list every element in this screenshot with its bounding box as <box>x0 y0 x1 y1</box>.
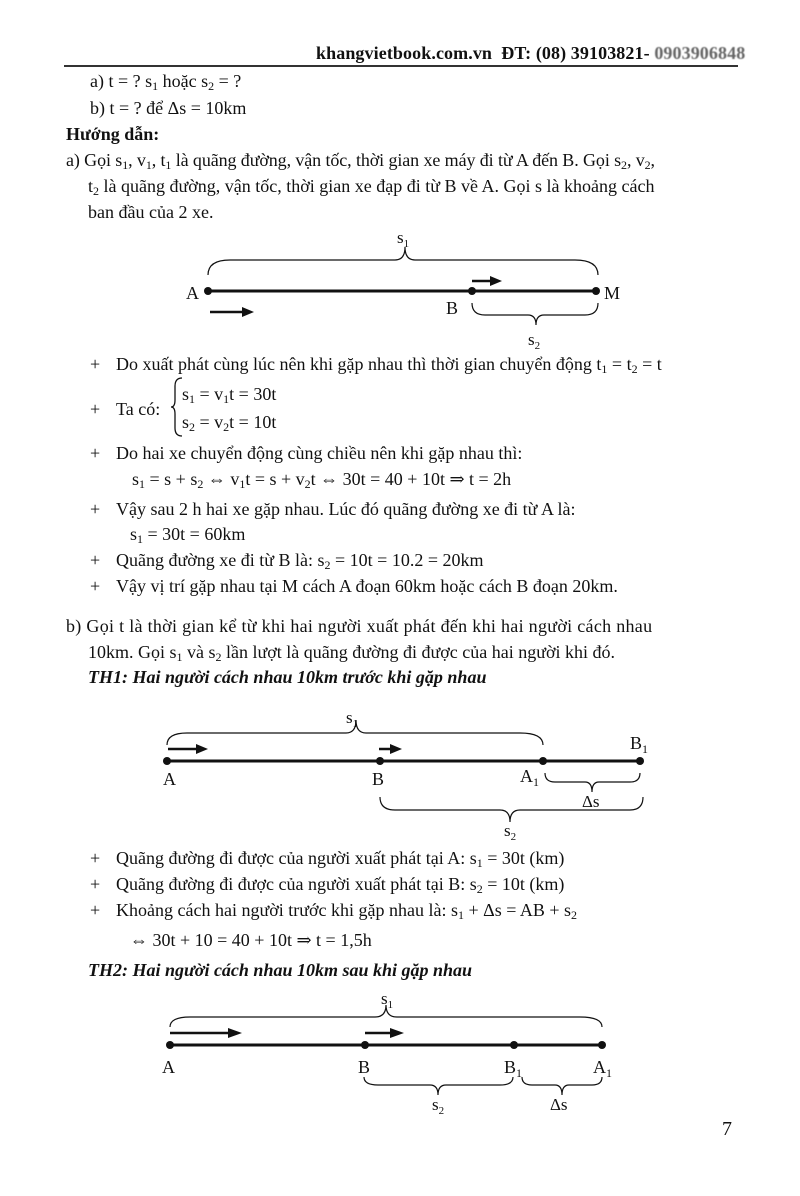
sub: 2 <box>476 882 483 896</box>
th2-brace-top <box>170 1005 602 1027</box>
sub: 1 <box>137 532 144 546</box>
sub: 1 <box>457 908 464 922</box>
header-phone: ĐT: (08) 39103821- <box>501 43 650 63</box>
arrow-right-icon <box>379 744 402 754</box>
th2-point-b1 <box>510 1041 518 1049</box>
diagram1-point-m <box>592 287 600 295</box>
sub: 2 <box>571 908 578 922</box>
th1-label-s2: $s_2$ <box>504 821 517 843</box>
diagram1-point-b <box>468 287 476 295</box>
sub: 2 <box>621 158 627 172</box>
sub: 1 <box>145 158 152 172</box>
t: = t <box>607 354 632 374</box>
th2-point-a <box>166 1041 174 1049</box>
th1-label-a: A <box>163 769 176 789</box>
th1-label-b: B <box>372 769 385 789</box>
t: Vậy sau 2 h hai xe gặp nhau. Lúc đó quãng đường xe đi từ A là: <box>116 499 576 519</box>
th1-label-b1: $B_1$ <box>630 733 649 756</box>
qa-text3: = ? <box>214 71 242 91</box>
th2-label-ds: Δs <box>550 1095 568 1114</box>
question-b: b) t = ? để Δs = 10km <box>90 98 247 118</box>
t: ⇔ v <box>203 469 240 489</box>
plus-bullet: + <box>90 443 101 463</box>
sub: 2 <box>215 650 222 664</box>
sub: 2 <box>304 477 311 491</box>
t: Vậy vị trí gặp nhau tại M cách A đoạn 60km hoặc cách B đoạn 20km. <box>116 576 618 596</box>
diagram1-brace-top <box>208 247 598 275</box>
th2-label-b: B <box>358 1057 371 1077</box>
sub: 2 <box>223 420 230 434</box>
diagram1-label-a: A <box>186 283 199 303</box>
th1-eq: ⇔ 30t + 10 = 40 + 10t ⇒ t = 1,5h <box>130 930 372 950</box>
sub: 1 <box>165 158 172 172</box>
t: , v <box>128 150 146 170</box>
header-mobile: 0903906848 <box>654 43 746 63</box>
plus-bullet: + <box>90 874 101 894</box>
t: = v <box>195 384 224 404</box>
sub: 1 <box>223 392 230 406</box>
t: = 30t = 60km <box>143 524 246 544</box>
th1-title: TH1: Hai người cách nhau 10km trước khi gặp nhau <box>88 667 487 687</box>
t: = t <box>637 354 662 374</box>
th1-point-a <box>163 757 171 765</box>
t: + Δs = AB + s <box>463 900 572 920</box>
diagram1-label-s1: $s_1$ <box>397 228 410 250</box>
part-a-intro-line3: ban đầu của 2 xe. <box>88 202 214 222</box>
t: t ⇔ 30t = 40 + 10t ⇒ t = 2h <box>310 469 512 489</box>
arrow-right-icon <box>168 744 208 754</box>
diagram1-label-m: M <box>604 283 621 303</box>
th1-label-s1: $s_1$ <box>346 708 359 730</box>
t: , v <box>626 150 645 170</box>
t: a) Gọi s <box>66 150 123 170</box>
qa-sub1: 1 <box>152 79 159 93</box>
sub: 1 <box>176 650 183 664</box>
t: = 10t = 10.2 = 20km <box>330 550 484 570</box>
t: , t <box>151 150 166 170</box>
th1-bullet-1 <box>90 846 564 870</box>
plus-bullet: + <box>90 550 101 570</box>
th2-label-a: A <box>162 1057 175 1077</box>
t: lần lượt là quãng đường đi được của hai người khi đó. <box>221 642 616 662</box>
sub: 1 <box>601 362 608 376</box>
t: Ta có: <box>116 399 161 419</box>
arrow-right-icon <box>365 1028 404 1038</box>
t: t = 10t <box>229 412 277 432</box>
t: và s <box>182 642 216 662</box>
plus-bullet: + <box>90 399 101 419</box>
t: t = s + v <box>245 469 305 489</box>
header-site: khangvietbook.com.vn <box>316 43 493 63</box>
part-a-bullet-1 <box>90 352 662 376</box>
th2-brace-small <box>522 1077 602 1095</box>
arrow-right-icon <box>472 276 502 286</box>
t: là quãng đường, vận tốc, thời gian xe đạp đi từ B về A. Gọi s là khoảng cách <box>99 176 655 196</box>
part-a-intro-line1 <box>66 148 655 172</box>
th2-label-s2: $s_2$ <box>432 1095 445 1117</box>
t: Quãng đường xe đi từ B là: s <box>116 550 325 570</box>
qa-text: a) t = ? s <box>90 71 153 91</box>
t: = 30t (km) <box>482 848 565 868</box>
th1-point-a1 <box>539 757 547 765</box>
th1-bullet-3 <box>90 898 577 922</box>
diagram-part-a <box>170 225 650 350</box>
guide-title: Hướng dẫn: <box>66 124 160 144</box>
t: Quãng đường đi được của người xuất phát tại A: s <box>116 848 477 868</box>
th1-brace-bottom <box>380 797 643 822</box>
plus-bullet: + <box>90 900 101 920</box>
diagram-th2 <box>150 985 650 1117</box>
t: Do hai xe chuyển động cùng chiều nên khi gặp nhau thì: <box>116 443 523 463</box>
sub: 1 <box>139 477 146 491</box>
th1-label-ds: Δs <box>582 792 600 811</box>
diagram1-label-b: B <box>446 298 459 318</box>
t: Khoảng cách hai người trước khi gặp nhau là: s <box>116 900 458 920</box>
sub: 2 <box>324 558 331 572</box>
th2-brace-bottom <box>364 1077 513 1095</box>
part-a-eq-3 <box>132 467 511 491</box>
plus-bullet: + <box>90 354 101 374</box>
th2-title: TH2: Hai người cách nhau 10km sau khi gặp nhau <box>88 960 473 980</box>
t: Do xuất phát cùng lúc nên khi gặp nhau thì thời gian chuyển động t <box>116 354 602 374</box>
part-a-bullet-2 <box>90 397 160 421</box>
t: = v <box>195 412 224 432</box>
t: s <box>182 384 190 404</box>
th2-point-b <box>361 1041 369 1049</box>
system-eq-2 <box>182 410 276 434</box>
plus-bullet: + <box>90 576 101 596</box>
sub: 1 <box>239 477 246 491</box>
t: là quãng đường, vận tốc, thời gian xe máy đi từ A đến B. Gọi s <box>171 150 622 170</box>
diagram1-brace-bottom <box>472 303 598 325</box>
th1-point-b1 <box>636 757 644 765</box>
t: s <box>182 412 190 432</box>
diagram1-point-a <box>204 287 212 295</box>
t: = 10t (km) <box>482 874 565 894</box>
qa-text2: hoặc s <box>158 71 209 91</box>
sub: 2 <box>631 362 638 376</box>
th1-point-b <box>376 757 384 765</box>
th1-brace-small <box>545 773 640 792</box>
t: s <box>130 524 138 544</box>
part-a-intro-line2 <box>88 174 654 198</box>
part-b-intro-line1: b) Gọi t là thời gian kể từ khi hai người xuất phát đến khi hai người cách nhau <box>66 616 653 636</box>
sub: 2 <box>197 477 204 491</box>
t: t = 30t <box>229 384 277 404</box>
sub: 2 <box>644 158 651 172</box>
part-a-eq-4 <box>130 522 245 546</box>
part-a-bullet-3 <box>90 441 522 465</box>
diagram-th1 <box>150 700 670 845</box>
system-eq-1 <box>182 382 276 406</box>
t: Quãng đường đi được của người xuất phát tại B: s <box>116 874 477 894</box>
th2-label-s1: $s_1$ <box>381 989 394 1011</box>
diagram1-label-s2: $s_2$ <box>528 330 541 352</box>
plus-bullet: + <box>90 848 101 868</box>
th1-bullet-2 <box>90 872 564 896</box>
th2-label-b1: $B_1$ <box>504 1057 523 1080</box>
t: s <box>132 469 140 489</box>
page-header <box>316 43 745 64</box>
question-a <box>90 69 241 93</box>
qa-sub2: 2 <box>208 79 215 93</box>
sub: 1 <box>189 392 196 406</box>
part-b-intro-line2 <box>88 640 615 664</box>
header-rule <box>64 65 738 67</box>
th2-point-a1 <box>598 1041 606 1049</box>
t: , <box>650 150 655 170</box>
arrow-right-icon <box>210 307 254 317</box>
th2-label-a1: $A_1$ <box>593 1057 612 1080</box>
part-a-bullet-4 <box>90 497 575 521</box>
part-a-bullet-6 <box>90 574 618 598</box>
sub: 2 <box>189 420 196 434</box>
sub: 1 <box>476 856 483 870</box>
t: 10km. Gọi s <box>88 642 177 662</box>
t: = s + s <box>145 469 198 489</box>
sub: 2 <box>93 184 100 198</box>
sub: 1 <box>122 158 129 172</box>
plus-bullet: + <box>90 499 101 519</box>
arrow-right-icon <box>170 1028 242 1038</box>
t: t <box>88 176 94 196</box>
part-a-bullet-5 <box>90 548 483 572</box>
page-number: 7 <box>722 1118 732 1140</box>
th1-label-a1: $A_1$ <box>520 766 539 789</box>
